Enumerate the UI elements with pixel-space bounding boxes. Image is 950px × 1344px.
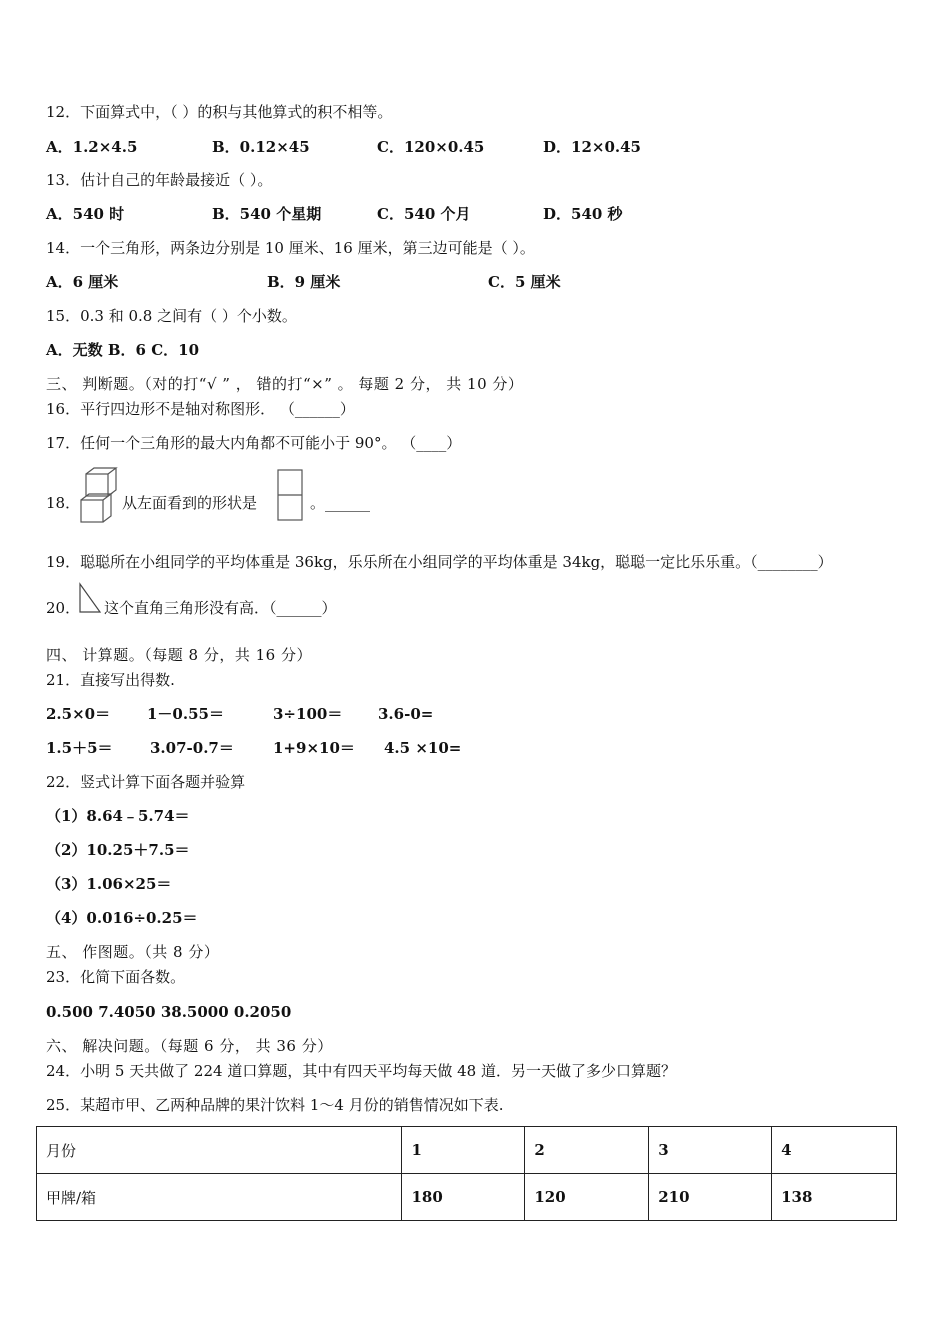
q18-text: 从左面看到的形状是 (122, 494, 258, 512)
section-6-title: 六、 解决问题。（每题 6 分， 共 36 分） (46, 1037, 333, 1055)
q21-r1-c4: 3.6-0= (378, 705, 434, 723)
q15-stem: 15．0.3 和 0.8 之间有（ ）个小数。 (46, 307, 297, 325)
q12-option-b: B．0.12×45 (212, 138, 310, 156)
q12-option-a: A．1.2×4.5 (46, 138, 138, 156)
q14-option-b: B．9 厘米 (267, 273, 341, 291)
q12-stem: 12．下面算式中，（ ）的积与其他算式的积不相等。 (46, 103, 393, 121)
q20-number: 20． (46, 599, 81, 617)
q25: 25．某超市甲、乙两种品牌的果汁饮料 1～4 月份的销售情况如下表. (46, 1096, 504, 1114)
table-cell: 月份 (37, 1127, 402, 1174)
q18-tail: 。______ (310, 494, 371, 512)
q22-stem: 22．竖式计算下面各题并验算 (46, 773, 246, 791)
q12-option-d: D．12×0.45 (543, 138, 641, 156)
q21-r2-c3: 1+9×10＝ (273, 739, 355, 757)
q13-option-b: B．540 个星期 (212, 205, 322, 223)
q21-stem: 21．直接写出得数. (46, 671, 175, 689)
q14-stem: 14．一个三角形，两条边分别是 10 厘米、16 厘米，第三边可能是（ ）。 (46, 239, 535, 257)
q22-item-1: （1）8.64﹣5.74＝ (46, 807, 190, 825)
q20-text: 这个直角三角形没有高．（______） (104, 599, 337, 617)
table-cell: 2 (525, 1127, 649, 1174)
table-row (37, 1174, 897, 1221)
q14-option-a: A．6 厘米 (46, 273, 119, 291)
stacked-cubes-figure (78, 466, 120, 526)
q21-r2-c4: 4.5 ×10= (384, 739, 462, 757)
q23-stem: 23．化简下面各数。 (46, 968, 186, 986)
section-4-title: 四、 计算题。（每题 8 分，共 16 分） (46, 646, 312, 664)
q16: 16．平行四边形不是轴对称图形． （______） (46, 400, 355, 418)
q15-options: A．无数 B．6 C．10 (46, 341, 200, 359)
section-3-title: 三、 判断题。（对的打“√ ” ， 错的打“×” 。 每题 2 分， 共 10 分） (46, 375, 524, 393)
q21-r1-c3: 3÷100＝ (273, 705, 343, 723)
q13-option-c: C．540 个月 (377, 205, 471, 223)
sales-table (36, 1126, 897, 1221)
q18-number: 18． (46, 494, 81, 512)
q22-item-3: （3）1.06×25＝ (46, 875, 172, 893)
table-cell: 180 (402, 1174, 525, 1221)
q21-r2-c2: 3.07-0.7＝ (150, 739, 234, 757)
q22-item-4: （4）0.016÷0.25＝ (46, 909, 198, 927)
table-cell: 1 (402, 1127, 525, 1174)
q13-option-a: A．540 时 (46, 205, 125, 223)
q21-r1-c2: 1－0.55＝ (147, 705, 224, 723)
q24: 24．小明 5 天共做了 224 道口算题，其中有四天平均每天做 48 道．另一天做了多少口算题？ (46, 1062, 676, 1080)
table-cell: 4 (772, 1127, 897, 1174)
table-header-row (37, 1127, 897, 1174)
table-cell: 210 (649, 1174, 772, 1221)
q13-stem: 13．估计自己的年龄最接近（ ）。 (46, 171, 273, 189)
right-triangle-figure (78, 582, 102, 614)
q21-r1-c1: 2.5×0＝ (46, 705, 111, 723)
q17: 17．任何一个三角形的最大内角都不可能小于 90°。 （____） (46, 434, 462, 452)
q19: 19．聪聪所在小组同学的平均体重是 36kg，乐乐所在小组同学的平均体重是 34kg，聪聪一定比乐乐重。（________） (46, 553, 833, 571)
left-view-shape (276, 468, 304, 524)
section-5-title: 五、 作图题。（共 8 分） (46, 943, 220, 961)
table-cell: 甲牌/箱 (37, 1174, 402, 1221)
q12-option-c: C．120×0.45 (377, 138, 485, 156)
table-cell: 120 (525, 1174, 649, 1221)
q22-item-2: （2）10.25＋7.5＝ (46, 841, 190, 859)
q13-option-d: D．540 秒 (543, 205, 623, 223)
q21-r2-c1: 1.5＋5＝ (46, 739, 113, 757)
table-cell: 138 (772, 1174, 897, 1221)
table-cell: 3 (649, 1127, 772, 1174)
q14-option-c: C．5 厘米 (488, 273, 561, 291)
q23-numbers: 0.500 7.4050 38.5000 0.2050 (46, 1003, 292, 1021)
